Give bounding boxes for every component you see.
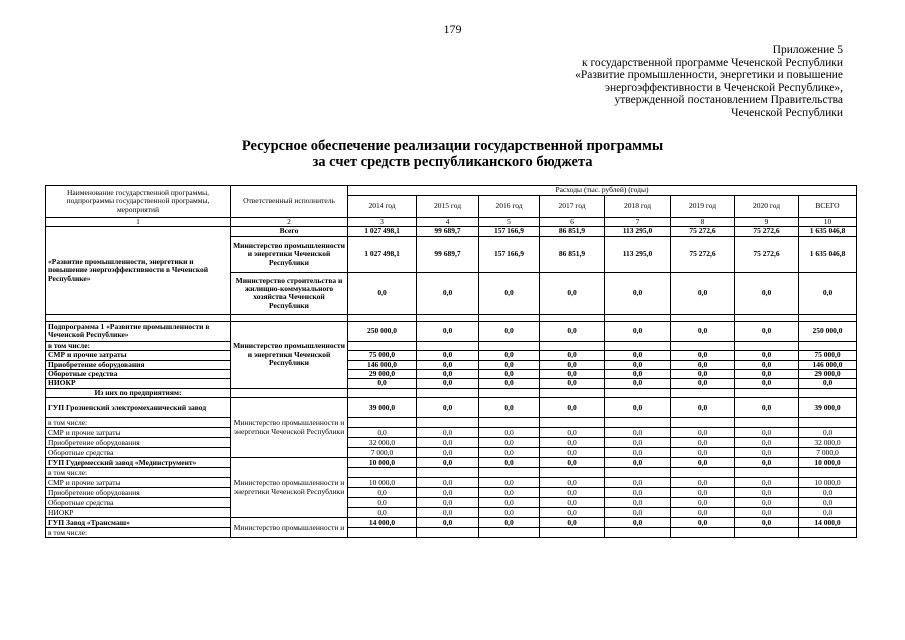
cell-value: 0,0 (479, 478, 540, 488)
row-name: СМР и прочие затраты (46, 428, 231, 438)
cell-value: 0,0 (735, 272, 799, 314)
column-number: 7 (605, 218, 671, 227)
cell-value: 0,0 (671, 370, 735, 379)
row-name: НИОКР (46, 379, 231, 388)
table-row (46, 379, 857, 388)
cell-value: 86 851,9 (540, 227, 605, 236)
row-name: Оборотные средства (46, 498, 231, 508)
cell-value: 0,0 (479, 272, 540, 314)
row-name: Подпрограмма 1 «Развитие промышленности в Чеченской Республике» (46, 321, 231, 341)
cell-value: 0,0 (671, 379, 735, 388)
header-year: 2015 год (417, 196, 479, 218)
table-row (46, 428, 857, 438)
cell-value: 0,0 (348, 498, 417, 508)
table-row (46, 448, 857, 458)
cell-value: 86 851,9 (540, 236, 605, 272)
program-name: «Развитие промышленности, энергетики и повышение энергоэффективности в Чеченской Республике» (46, 227, 231, 314)
cell-value: 0,0 (479, 351, 540, 360)
cell-value: 0,0 (540, 478, 605, 488)
cell-value: 0,0 (605, 488, 671, 498)
cell-value: 0,0 (735, 351, 799, 360)
column-number: 5 (479, 218, 540, 227)
cell-value: 113 295,0 (605, 236, 671, 272)
cell-value: 0,0 (417, 379, 479, 388)
cell-value: 0,0 (735, 458, 799, 468)
cell-value: 0,0 (735, 321, 799, 341)
cell-value: 0,0 (605, 379, 671, 388)
header-year: 2014 год (348, 196, 417, 218)
cell-value: 157 166,9 (479, 227, 540, 236)
column-number-row (46, 218, 857, 227)
table-row (46, 227, 857, 236)
cell-value: 75 000,0 (799, 351, 857, 360)
cell-value: 0,0 (605, 370, 671, 379)
cell-value: 0,0 (605, 458, 671, 468)
row-name: НИОКР (46, 508, 231, 518)
row-name: СМР и прочие затраты (46, 478, 231, 488)
cell-value: 0,0 (540, 398, 605, 418)
cell-value: 0,0 (417, 370, 479, 379)
row-name: в том числе: (46, 528, 231, 538)
cell-value: 0,0 (348, 379, 417, 388)
cell-value: 0,0 (417, 438, 479, 448)
table-row (46, 398, 857, 418)
appendix-line: к государственной программе Чеченской Республики (582, 56, 843, 69)
cell-value: 0,0 (479, 448, 540, 458)
cell-value: 0,0 (540, 518, 605, 528)
cell-value: 0,0 (540, 321, 605, 341)
cell-value: 0,0 (799, 272, 857, 314)
appendix-line: Чеченской Республики (731, 106, 843, 119)
cell-value: 0,0 (417, 321, 479, 341)
cell-value: 0,0 (735, 448, 799, 458)
row-name: Приобретение оборудования (46, 438, 231, 448)
row-executor: Министерство промышленности и энергетики Чеченской Республики (231, 398, 348, 458)
document-title (0, 138, 905, 170)
page-number: 179 (443, 22, 462, 36)
cell-value: 1 027 498,1 (348, 236, 417, 272)
cell-value: 0,0 (671, 438, 735, 448)
cell-value: 10 000,0 (348, 458, 417, 468)
header-year: 2016 год (479, 196, 540, 218)
cell-value: 0,0 (348, 488, 417, 498)
column-number: 3 (348, 218, 417, 227)
column-number: 4 (417, 218, 479, 227)
cell-value: 0,0 (735, 360, 799, 369)
cell-value: 0,0 (540, 272, 605, 314)
row-executor: Министерство строительства и жилищно-коммунального хозяйства Чеченской Республики (231, 272, 348, 314)
cell-value: 0,0 (735, 398, 799, 418)
cell-value: 0,0 (671, 428, 735, 438)
appendix-caption (575, 44, 843, 119)
cell-value: 99 689,7 (417, 227, 479, 236)
cell-value: 0,0 (479, 458, 540, 468)
cell-value: 0,0 (479, 360, 540, 369)
cell-value: 1 635 046,8 (799, 236, 857, 272)
cell-value: 0,0 (540, 351, 605, 360)
header-year: 2017 год (540, 196, 605, 218)
cell-value: 0,0 (605, 448, 671, 458)
cell-value: 0,0 (605, 321, 671, 341)
header-executor: Ответственный исполнитель (231, 186, 348, 218)
column-number: 2 (231, 218, 348, 227)
cell-value: 0,0 (417, 498, 479, 508)
enterprises-header: Из них по предприятиям: (46, 388, 231, 397)
cell-value: 7 000,0 (799, 448, 857, 458)
cell-value: 0,0 (540, 370, 605, 379)
header-year: 2020 год (735, 196, 799, 218)
cell-value: 0,0 (479, 398, 540, 418)
row-name: в том числе: (46, 418, 231, 428)
cell-value: 0,0 (479, 518, 540, 528)
cell-value: 0,0 (417, 428, 479, 438)
column-number: 10 (799, 218, 857, 227)
row-executor: Министерство промышленности и (231, 518, 348, 538)
column-number: 9 (735, 218, 799, 227)
title-line: Ресурсное обеспечение реализации государственной программы (241, 138, 664, 154)
row-executor: Всего (231, 227, 348, 236)
cell-value: 0,0 (799, 379, 857, 388)
cell-value: 0,0 (348, 428, 417, 438)
cell-value: 0,0 (605, 478, 671, 488)
table-row (46, 341, 857, 350)
resource-table (45, 185, 857, 538)
cell-value: 146 000,0 (348, 360, 417, 369)
cell-value: 0,0 (479, 370, 540, 379)
appendix-line: энергоэффективности в Чеченской Республике», (605, 81, 843, 94)
cell-value: 0,0 (671, 518, 735, 528)
cell-value: 32 000,0 (799, 438, 857, 448)
header-year: 2018 год (605, 196, 671, 218)
cell-value: 0,0 (799, 508, 857, 518)
cell-value: 0,0 (540, 458, 605, 468)
row-executor: Министерство промышленности и энергетики Чеченской Республики (231, 236, 348, 272)
cell-value: 0,0 (605, 428, 671, 438)
cell-value: 0,0 (540, 360, 605, 369)
cell-value: 0,0 (605, 498, 671, 508)
row-name: Приобретение оборудования (46, 488, 231, 498)
cell-value: 0,0 (417, 488, 479, 498)
cell-value: 0,0 (735, 488, 799, 498)
cell-value: 0,0 (417, 508, 479, 518)
cell-value: 0,0 (605, 360, 671, 369)
cell-value: 0,0 (735, 370, 799, 379)
cell-value: 39 000,0 (348, 398, 417, 418)
spacer-row (46, 314, 857, 321)
cell-value: 14 000,0 (799, 518, 857, 528)
cell-value: 0,0 (540, 438, 605, 448)
cell-value: 0,0 (540, 488, 605, 498)
row-name: в том числе: (46, 341, 231, 350)
column-number: 1 (46, 218, 231, 227)
appendix-line: «Развитие промышленности, энергетики и повышение (575, 69, 843, 81)
cell-value: 0,0 (671, 360, 735, 369)
cell-value: 0,0 (605, 272, 671, 314)
cell-value: 0,0 (417, 478, 479, 488)
cell-value: 0,0 (671, 478, 735, 488)
cell-value: 75 272,6 (671, 236, 735, 272)
cell-value: 0,0 (671, 458, 735, 468)
table-row (46, 388, 857, 397)
cell-value: 0,0 (605, 351, 671, 360)
table-row (46, 418, 857, 428)
table-row (46, 478, 857, 488)
cell-value: 0,0 (540, 428, 605, 438)
row-name: Оборотные средства (46, 448, 231, 458)
cell-value: 10 000,0 (799, 478, 857, 488)
cell-value: 29 000,0 (799, 370, 857, 379)
row-name: Оборотные средства (46, 370, 231, 379)
cell-value: 250 000,0 (348, 321, 417, 341)
cell-value: 7 000,0 (348, 448, 417, 458)
cell-value: 0,0 (735, 478, 799, 488)
cell-value: 99 689,7 (417, 236, 479, 272)
cell-value: 29 000,0 (348, 370, 417, 379)
cell-value: 250 000,0 (799, 321, 857, 341)
cell-value: 0,0 (479, 488, 540, 498)
title-line: за счет средств республиканского бюджета (312, 154, 593, 170)
cell-value: 10 000,0 (799, 458, 857, 468)
table-row (46, 321, 857, 341)
cell-value: 0,0 (735, 518, 799, 528)
row-name: ГУП Завод «Трансмаш» (46, 518, 231, 528)
table-row (46, 351, 857, 360)
cell-value: 0,0 (417, 360, 479, 369)
table-row (46, 370, 857, 379)
table-row (46, 508, 857, 518)
cell-value: 146 000,0 (799, 360, 857, 369)
table-row (46, 438, 857, 448)
cell-value: 0,0 (605, 398, 671, 418)
row-executor: Министерство промышленности и энергетики Чеченской Республики (231, 321, 348, 388)
header-expenses: Расходы (тыс. рублей) (годы) (348, 186, 857, 196)
cell-value: 0,0 (605, 438, 671, 448)
cell-value: 0,0 (671, 321, 735, 341)
cell-value: 1 027 498,1 (348, 227, 417, 236)
cell-value: 0,0 (671, 448, 735, 458)
cell-value: 10 000,0 (348, 478, 417, 488)
cell-value: 0,0 (479, 498, 540, 508)
header-total: ВСЕГО (799, 196, 857, 218)
cell-value: 0,0 (540, 508, 605, 518)
cell-value: 0,0 (479, 379, 540, 388)
cell-value: 0,0 (479, 428, 540, 438)
cell-value: 0,0 (540, 379, 605, 388)
cell-value: 32 000,0 (348, 438, 417, 448)
cell-value: 0,0 (671, 351, 735, 360)
cell-value: 0,0 (799, 488, 857, 498)
cell-value: 0,0 (605, 518, 671, 528)
cell-value: 0,0 (735, 438, 799, 448)
cell-value: 75 272,6 (735, 236, 799, 272)
cell-value: 14 000,0 (348, 518, 417, 528)
table-row (46, 528, 857, 538)
cell-value: 0,0 (735, 428, 799, 438)
column-number: 8 (671, 218, 735, 227)
cell-value: 0,0 (417, 351, 479, 360)
cell-value: 157 166,9 (479, 236, 540, 272)
cell-value: 0,0 (735, 508, 799, 518)
row-name: ГУП Грозненский электромеханический завод (46, 398, 231, 418)
cell-value: 0,0 (479, 438, 540, 448)
cell-value: 0,0 (417, 518, 479, 528)
cell-value: 0,0 (540, 498, 605, 508)
table-row (46, 488, 857, 498)
cell-value: 0,0 (479, 508, 540, 518)
header-name: Наименование государственной программы, подпрограммы государственной программы, мероприятий (46, 186, 231, 218)
cell-value: 0,0 (417, 272, 479, 314)
column-number: 6 (540, 218, 605, 227)
cell-value: 0,0 (479, 321, 540, 341)
cell-value: 0,0 (417, 398, 479, 418)
appendix-line: Приложение 5 (772, 44, 843, 56)
cell-value: 0,0 (417, 458, 479, 468)
cell-value: 75 272,6 (735, 227, 799, 236)
row-name: в том числе: (46, 468, 231, 478)
cell-value: 0,0 (671, 508, 735, 518)
table-row (46, 458, 857, 468)
cell-value: 0,0 (671, 398, 735, 418)
cell-value: 0,0 (735, 498, 799, 508)
cell-value: 75 000,0 (348, 351, 417, 360)
cell-value: 0,0 (348, 272, 417, 314)
cell-value: 0,0 (348, 508, 417, 518)
cell-value: 1 635 046,8 (799, 227, 857, 236)
header-year: 2019 год (671, 196, 735, 218)
cell-value: 75 272,6 (671, 227, 735, 236)
cell-value: 0,0 (671, 272, 735, 314)
cell-value: 0,0 (799, 498, 857, 508)
cell-value: 0,0 (671, 498, 735, 508)
cell-value: 0,0 (540, 448, 605, 458)
table-row (46, 360, 857, 369)
row-name: Приобретение оборудования (46, 360, 231, 369)
table-row (46, 518, 857, 528)
row-name: ГУП Гудермесский завод «Мединструмент» (46, 458, 231, 468)
table-row (46, 498, 857, 508)
cell-value: 0,0 (735, 379, 799, 388)
cell-value: 113 295,0 (605, 227, 671, 236)
row-name: СМР и прочие затраты (46, 351, 231, 360)
cell-value: 0,0 (417, 448, 479, 458)
cell-value: 0,0 (671, 488, 735, 498)
cell-value: 39 000,0 (799, 398, 857, 418)
cell-value: 0,0 (799, 428, 857, 438)
table-row (46, 468, 857, 478)
cell-value: 0,0 (605, 508, 671, 518)
row-executor: Министерство промышленности и энергетики Чеченской Республики (231, 458, 348, 518)
appendix-line: утвержденной постановлением Правительства (614, 94, 843, 106)
